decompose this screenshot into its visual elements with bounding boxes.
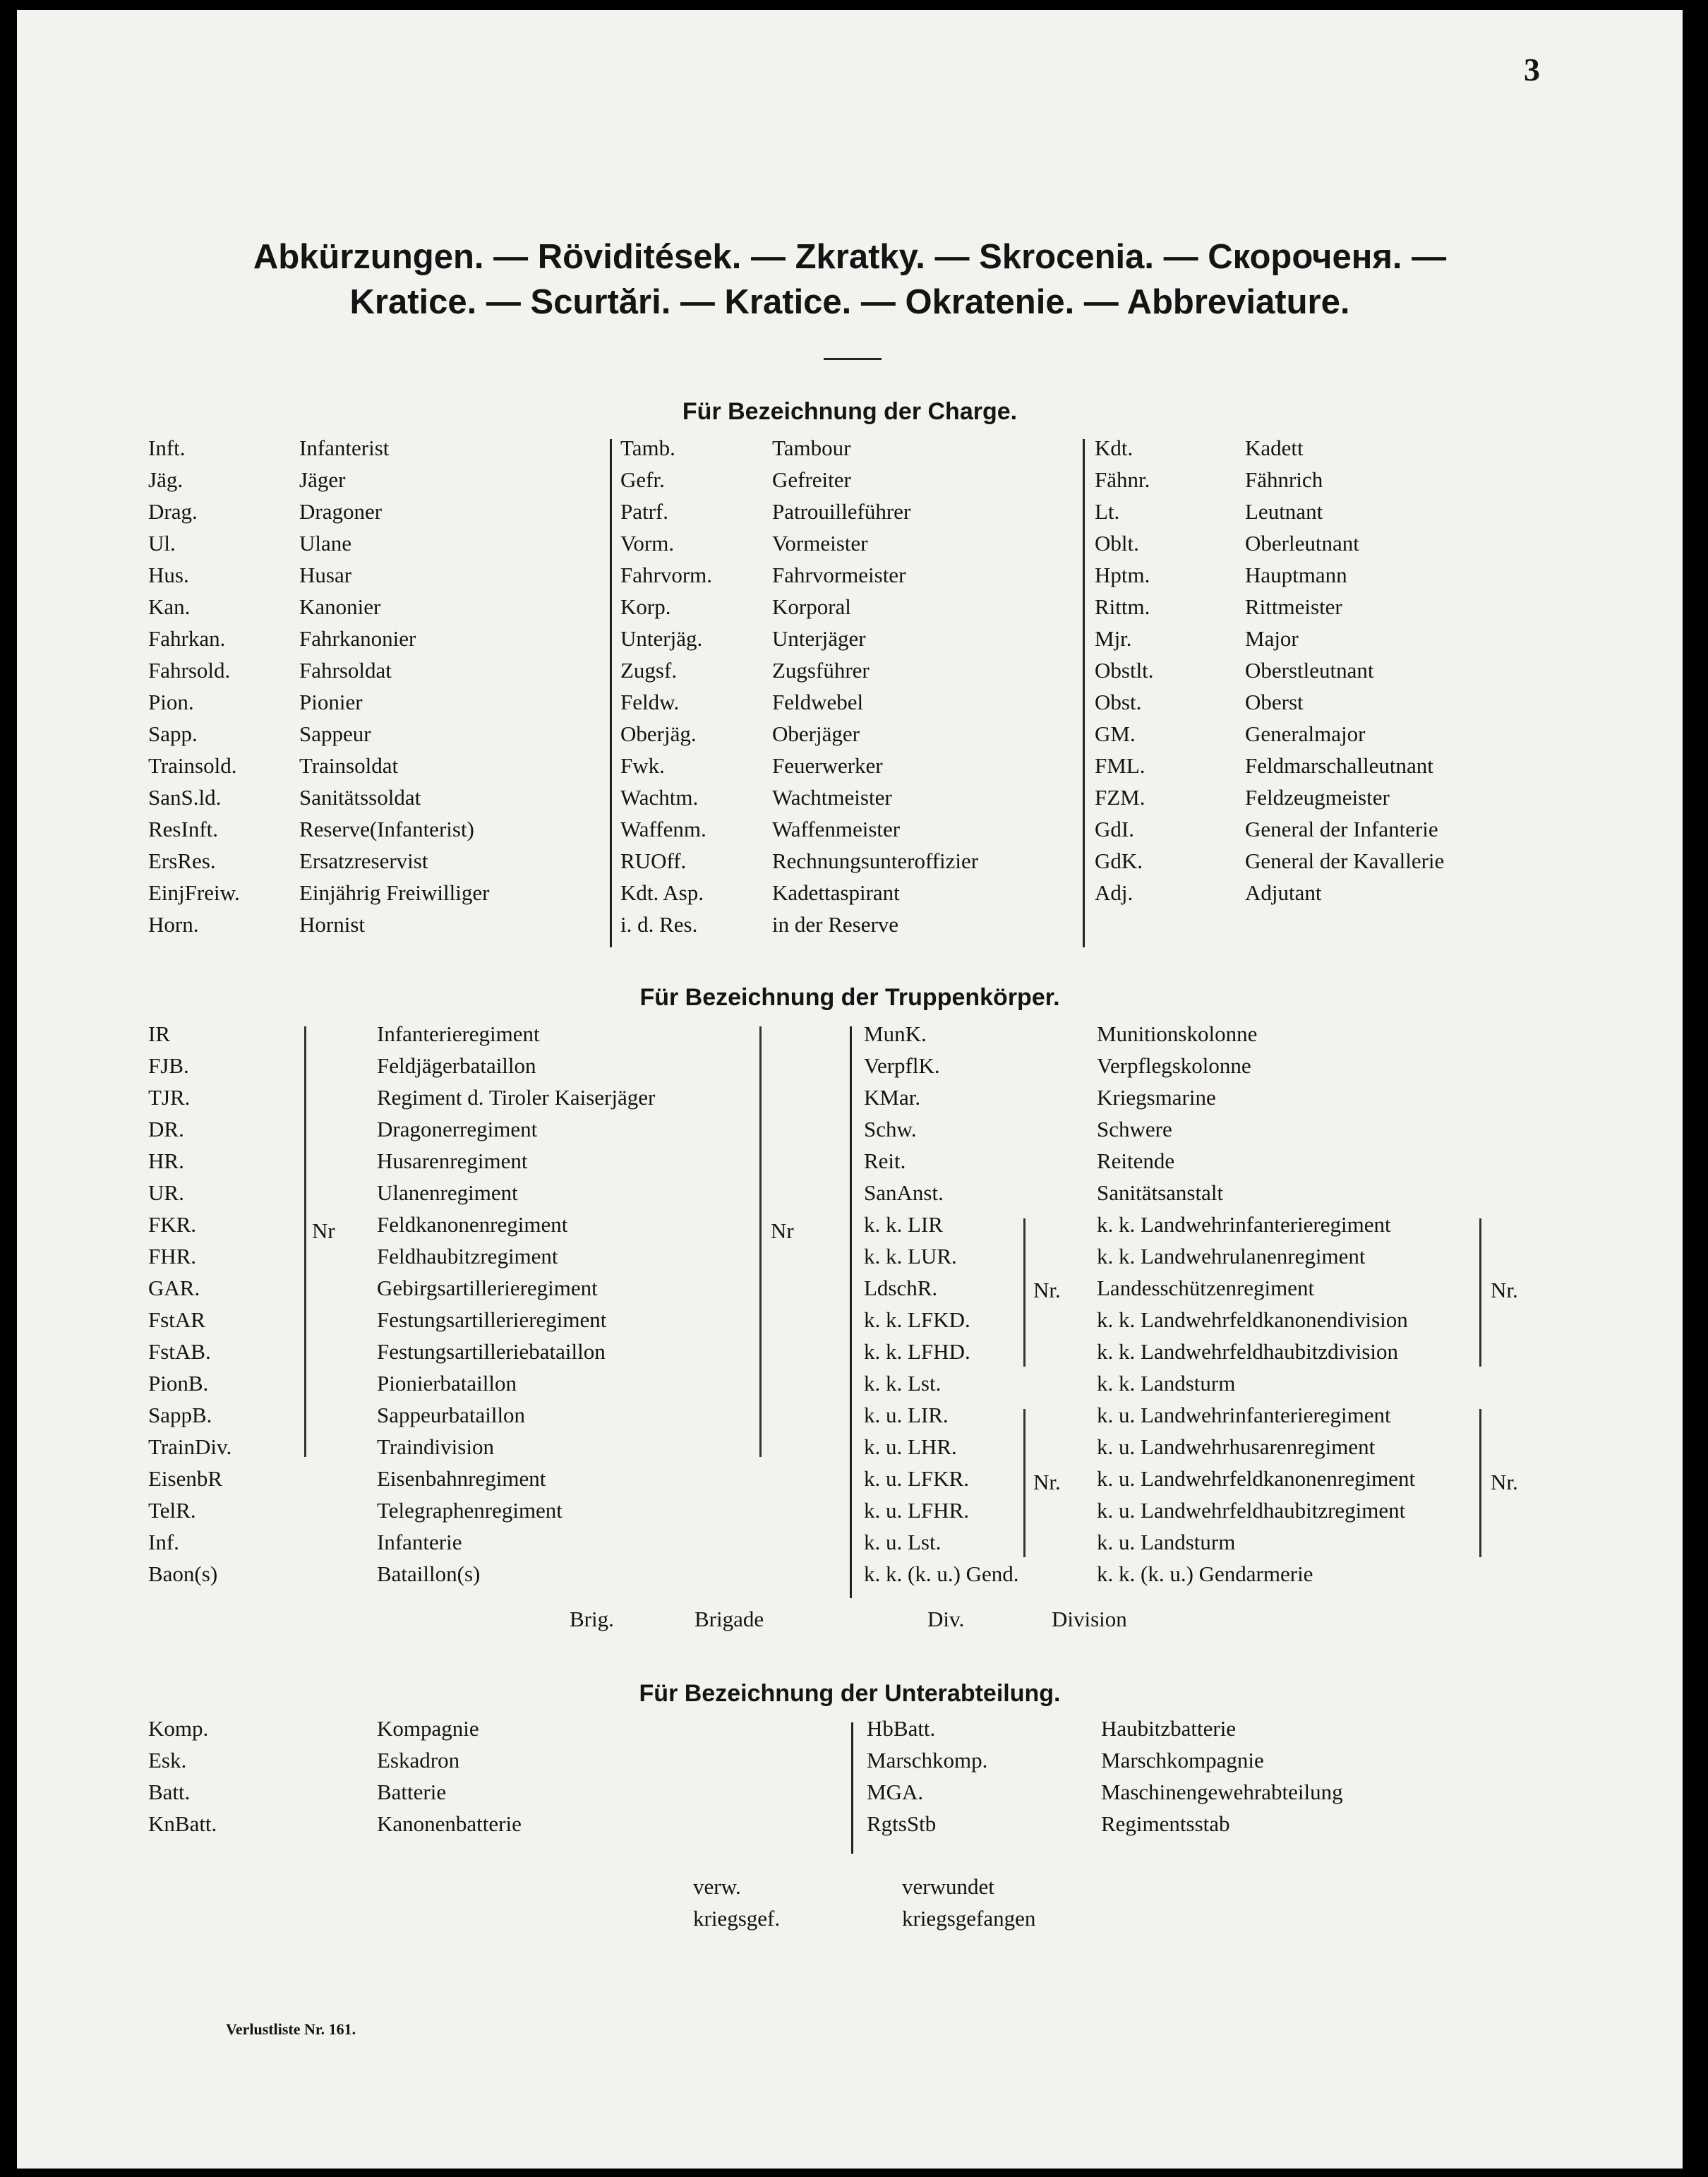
misc-term: verwundet [902, 1874, 994, 1899]
truppen-abbr: SanAnst. [864, 1180, 944, 1205]
footer-note: Verlustliste Nr. 161. [226, 2020, 356, 2038]
charge-abbr: Wachtm. [620, 785, 699, 810]
truppen-abbr: UR. [148, 1180, 184, 1205]
charge-term: Oberleutnant [1245, 531, 1359, 556]
charge-abbr: Lt. [1095, 499, 1120, 524]
unter-term: Batterie [377, 1780, 447, 1804]
charge-abbr: FML. [1095, 753, 1145, 778]
column-divider [610, 439, 612, 947]
truppen-abbr: k. k. LFKD. [864, 1307, 970, 1332]
truppen-left-full [377, 1018, 655, 1590]
truppen-abbr: IR [148, 1021, 170, 1046]
charge-term: Hauptmann [1245, 563, 1347, 587]
charge-abbr: Rittm. [1095, 594, 1150, 619]
truppen-term: Feldhaubitzregiment [377, 1244, 558, 1269]
misc-abbr-item: kriegsgef. [693, 1906, 781, 1931]
right-nr-label-a: Nr. [1033, 1278, 1061, 1302]
truppen-term: Eisenbahnregiment [377, 1466, 546, 1491]
charge-abbr: Mjr. [1095, 626, 1132, 651]
charge-term: Feldzeugmeister [1245, 785, 1390, 810]
truppen-abbr: GAR. [148, 1276, 200, 1300]
charge-term: General der Kavallerie [1245, 848, 1445, 873]
column-divider [851, 1722, 853, 1854]
charge-term: Unterjäger [772, 626, 866, 651]
charge-term: Fahrkanonier [299, 626, 416, 651]
charge-term: Reserve(Infanterist) [299, 817, 474, 841]
charge-abbr: i. d. Res. [620, 912, 698, 937]
truppen-abbr: FstAR [148, 1307, 205, 1332]
unter-abbr: Batt. [148, 1780, 191, 1804]
truppen-abbr: Baon(s) [148, 1561, 218, 1586]
charge-abbr: Kdt. Asp. [620, 880, 704, 905]
truppen-term: k. u. Landsturm [1097, 1530, 1236, 1554]
left-nr-label: Nr [312, 1218, 335, 1243]
column-divider [1083, 439, 1085, 947]
charge-heading: Für Bezeichnung der Charge. [682, 398, 1018, 425]
charge-abbr: Vorm. [620, 531, 675, 556]
charge-abbr: Tamb. [620, 436, 675, 460]
charge-term: Tambour [772, 436, 851, 460]
charge-abbr: GdK. [1095, 848, 1143, 873]
truppen-abbr: k. k. LIR [864, 1212, 943, 1237]
charge-abbr: Waffenm. [620, 817, 706, 841]
charge-term: Oberstleutnant [1245, 658, 1374, 683]
truppen-term: Telegraphenregiment [377, 1498, 563, 1523]
far-nr-label-a: Nr. [1491, 1278, 1518, 1302]
truppen-heading: Für Bezeichnung der Truppenkörper. [639, 984, 1060, 1011]
charge-term: Infanterist [299, 436, 390, 460]
charge-abbr: Sapp. [148, 721, 198, 746]
mid-nr-label: Nr [771, 1218, 794, 1243]
truppen-term: Feldjägerbataillon [377, 1053, 536, 1078]
truppen-term: Pionierbataillon [377, 1371, 517, 1396]
truppen-abbr: DR. [148, 1117, 184, 1141]
charge-term: Wachtmeister [772, 785, 892, 810]
charge-abbr: Drag. [148, 499, 198, 524]
page-number: 3 [1524, 52, 1540, 88]
charge-term: Kadettaspirant [772, 880, 900, 905]
truppen-term: Husarenregiment [377, 1149, 528, 1173]
unter-abbr: RgtsStb [867, 1811, 937, 1836]
truppen-term: Festungsartillerieregiment [377, 1307, 607, 1332]
charge-abbr: Patrf. [620, 499, 669, 524]
charge-term: Kanonier [299, 594, 381, 619]
truppen-term: Dragonerregiment [377, 1117, 538, 1141]
charge-term: Fahrvormeister [772, 563, 906, 587]
charge-abbr: Korp. [620, 594, 671, 619]
truppen-term: Munitionskolonne [1097, 1021, 1258, 1046]
charge-abbr: Trainsold. [148, 753, 237, 778]
truppen-abbr: TrainDiv. [148, 1434, 232, 1459]
charge-abbr: Hus. [148, 563, 189, 587]
div-abbr: Div. [927, 1607, 965, 1631]
truppen-abbr: EisenbR [148, 1466, 223, 1491]
misc-abbr [693, 1871, 780, 1934]
truppen-abbr: FstAB. [148, 1339, 211, 1364]
charge-term: Fahrsoldat [299, 658, 392, 683]
brig-term: Brigade [694, 1607, 764, 1631]
charge-term: Sappeur [299, 721, 371, 746]
truppen-term: Festungsartilleriebataillon [377, 1339, 606, 1364]
charge-abbr: Kdt. [1095, 436, 1133, 460]
charge-abbr: ErsRes. [148, 848, 216, 873]
charge-col3-abbr [1095, 432, 1154, 908]
charge-term: General der Infanterie [1245, 817, 1438, 841]
far-nr-label-b: Nr. [1491, 1470, 1518, 1494]
charge-abbr: Pion. [148, 690, 194, 714]
charge-abbr: RUOff. [620, 848, 687, 873]
right-nr-label-b: Nr. [1033, 1470, 1061, 1494]
charge-abbr: Fahrkan. [148, 626, 226, 651]
unter-right-full [1101, 1713, 1343, 1840]
charge-term: Jäger [299, 467, 346, 492]
charge-term: Vormeister [772, 531, 868, 556]
document-page [17, 10, 1683, 2169]
left-brace-line [304, 1026, 306, 1457]
truppen-abbr: VerpflK. [864, 1053, 940, 1078]
truppen-term: Ulanenregiment [377, 1180, 518, 1205]
truppen-term: k. u. Landwehrfeldkanonenregiment [1097, 1466, 1416, 1491]
truppen-term: Traindivision [377, 1434, 494, 1459]
charge-term: Pionier [299, 690, 363, 714]
misc-full [902, 1871, 1035, 1934]
div-term: Division [1052, 1607, 1127, 1631]
column-divider [850, 1026, 852, 1598]
truppen-term: k. k. Landwehrinfanterieregiment [1097, 1212, 1391, 1237]
truppen-abbr: MunK. [864, 1021, 927, 1046]
truppen-term: Bataillon(s) [377, 1561, 481, 1586]
truppen-abbr: Reit. [864, 1149, 906, 1173]
charge-term: Oberjäger [772, 721, 860, 746]
unter-term: Kanonenbatterie [377, 1811, 522, 1836]
unter-abbr: Esk. [148, 1748, 187, 1773]
charge-term: Rechnungsunteroffizier [772, 848, 979, 873]
unter-term: Marschkompagnie [1101, 1748, 1264, 1773]
charge-term: Gefreiter [772, 467, 851, 492]
charge-term: Waffenmeister [772, 817, 901, 841]
charge-term: Kadett [1245, 436, 1304, 460]
charge-term: Generalmajor [1245, 721, 1366, 746]
truppen-abbr: Schw. [864, 1117, 917, 1141]
charge-term: Einjährig Freiwilliger [299, 880, 490, 905]
charge-abbr: Fahrsold. [148, 658, 231, 683]
truppen-abbr: k. u. LHR. [864, 1434, 957, 1459]
charge-col3-full [1245, 432, 1444, 908]
truppen-abbr: SappB. [148, 1403, 212, 1427]
truppen-abbr: KMar. [864, 1085, 921, 1110]
charge-term: in der Reserve [772, 912, 899, 937]
truppen-abbr: FHR. [148, 1244, 197, 1269]
unter-abbr: HbBatt. [867, 1716, 936, 1741]
charge-abbr: GdI. [1095, 817, 1134, 841]
unter-term: Haubitzbatterie [1101, 1716, 1237, 1741]
truppen-term: Verpflegskolonne [1097, 1053, 1251, 1078]
truppen-term: Regiment d. Tiroler Kaiserjäger [377, 1085, 656, 1110]
unter-left-abbr [148, 1713, 217, 1840]
truppen-abbr: k. u. LIR. [864, 1403, 949, 1427]
charge-abbr: Kan. [148, 594, 191, 619]
truppen-term: Infanterie [377, 1530, 462, 1554]
unter-abbr: Komp. [148, 1716, 209, 1741]
mid-brace-line [759, 1026, 762, 1457]
truppen-term: Infanterieregiment [377, 1021, 540, 1046]
truppen-term: Sanitätsanstalt [1097, 1180, 1224, 1205]
charge-term: Oberst [1245, 690, 1304, 714]
charge-abbr: Oblt. [1095, 531, 1139, 556]
unter-term: Maschinengewehrabteilung [1101, 1780, 1343, 1804]
unter-right-abbr [867, 1713, 987, 1840]
unter-heading: Für Bezeichnung der Unterabteilung. [639, 1680, 1061, 1707]
charge-term: Dragoner [299, 499, 383, 524]
charge-abbr: ResInft. [148, 817, 219, 841]
unter-abbr: MGA. [867, 1780, 924, 1804]
truppen-term: Reitende [1097, 1149, 1175, 1173]
charge-term: Trainsoldat [299, 753, 399, 778]
charge-term: Ersatzreservist [299, 848, 428, 873]
truppen-term: k. u. Landwehrhusarenregiment [1097, 1434, 1376, 1459]
brig-abbr: Brig. [570, 1607, 614, 1631]
charge-abbr: Inft. [148, 436, 186, 460]
truppen-term: Landesschützenregiment [1097, 1276, 1315, 1300]
truppen-term: k. k. Landsturm [1097, 1371, 1236, 1396]
charge-abbr: Adj. [1095, 880, 1133, 905]
unter-abbr: Marschkomp. [867, 1748, 988, 1773]
right-brace-line-a [1023, 1218, 1026, 1367]
charge-term: Adjutant [1245, 880, 1322, 905]
truppen-abbr: k. u. Lst. [864, 1530, 942, 1554]
truppen-term: k. k. Landwehrfeldhaubitzdivision [1097, 1339, 1399, 1364]
misc-term: kriegsgefangen [902, 1906, 1036, 1931]
far-brace-line-b [1479, 1409, 1481, 1557]
truppen-abbr: k. k. LFHD. [864, 1339, 970, 1364]
charge-term: Feldwebel [772, 690, 864, 714]
charge-term: Rittmeister [1245, 594, 1342, 619]
charge-abbr: Feldw. [620, 690, 680, 714]
truppen-term: Sappeurbataillon [377, 1403, 526, 1427]
charge-col2-abbr [620, 432, 712, 940]
unter-term: Kompagnie [377, 1716, 479, 1741]
charge-term: Sanitätssoldat [299, 785, 421, 810]
charge-term: Husar [299, 563, 352, 587]
charge-term: Fähnrich [1245, 467, 1323, 492]
charge-col2-full [772, 432, 978, 940]
truppen-term: k. u. Landwehrinfanterieregiment [1097, 1403, 1391, 1427]
charge-abbr: Ul. [148, 531, 176, 556]
truppen-term: Gebirgsartillerieregiment [377, 1276, 598, 1300]
truppen-abbr: TJR. [148, 1085, 191, 1110]
title-rule [824, 358, 882, 360]
truppen-right-full [1097, 1018, 1415, 1590]
charge-abbr: Obstlt. [1095, 658, 1154, 683]
charge-abbr: Jäg. [148, 467, 184, 492]
charge-term: Feuerwerker [772, 753, 883, 778]
charge-abbr: Fähnr. [1095, 467, 1150, 492]
truppen-abbr: k. k. LUR. [864, 1244, 957, 1269]
charge-abbr: Unterjäg. [620, 626, 703, 651]
truppen-abbr: FKR. [148, 1212, 197, 1237]
charge-abbr: GM. [1095, 721, 1136, 746]
truppen-abbr: k. u. LFHR. [864, 1498, 969, 1523]
right-brace-line-b [1023, 1409, 1026, 1557]
charge-abbr: Gefr. [620, 467, 665, 492]
unter-left-full [377, 1713, 522, 1840]
charge-term: Leutnant [1245, 499, 1323, 524]
truppen-term: k. u. Landwehrfeldhaubitzregiment [1097, 1498, 1406, 1523]
truppen-abbr: Inf. [148, 1530, 179, 1554]
charge-term: Major [1245, 626, 1299, 651]
truppen-term: Kriegsmarine [1097, 1085, 1216, 1110]
truppen-term: k. k. Landwehrfeldkanonendivision [1097, 1307, 1408, 1332]
charge-abbr: Oberjäg. [620, 721, 697, 746]
truppen-abbr: k. u. LFKR. [864, 1466, 969, 1491]
charge-abbr: Zugsf. [620, 658, 678, 683]
charge-term: Feldmarschalleutnant [1245, 753, 1433, 778]
truppen-term: k. k. Landwehrulanenregiment [1097, 1244, 1366, 1269]
charge-term: Korporal [772, 594, 851, 619]
far-brace-line-a [1479, 1218, 1481, 1367]
truppen-abbr: k. k. (k. u.) Gend. [864, 1561, 1019, 1586]
charge-term: Ulane [299, 531, 352, 556]
charge-term: Hornist [299, 912, 365, 937]
charge-term: Zugsführer [772, 658, 870, 683]
truppen-left-abbr [148, 1018, 231, 1590]
truppen-abbr: k. k. Lst. [864, 1371, 942, 1396]
charge-abbr: FZM. [1095, 785, 1145, 810]
truppen-abbr: FJB. [148, 1053, 189, 1078]
charge-abbr: EinjFreiw. [148, 880, 240, 905]
charge-col1-abbr [148, 432, 240, 940]
unter-abbr: KnBatt. [148, 1811, 217, 1836]
truppen-abbr: PionB. [148, 1371, 209, 1396]
truppen-term: k. k. (k. u.) Gendarmerie [1097, 1561, 1313, 1586]
charge-col1-full [299, 432, 489, 940]
title-line-2: Kratice. — Scurtări. — Kratice. — Okratenie. — Abbreviature. [349, 283, 1350, 321]
charge-abbr: Hptm. [1095, 563, 1150, 587]
charge-abbr: SanS.ld. [148, 785, 222, 810]
title-line-1: Abkürzungen. — Röviditések. — Zkratky. — Skrocenia. — Скороченя. — [253, 238, 1447, 276]
unter-term: Regimentsstab [1101, 1811, 1230, 1836]
charge-abbr: Obst. [1095, 690, 1142, 714]
charge-abbr: Fahrvorm. [620, 563, 713, 587]
misc-abbr-item: verw. [693, 1874, 741, 1899]
truppen-right-abbr [864, 1018, 1019, 1590]
charge-abbr: Fwk. [620, 753, 665, 778]
truppen-abbr: HR. [148, 1149, 184, 1173]
truppen-abbr: LdschR. [864, 1276, 938, 1300]
truppen-term: Feldkanonenregiment [377, 1212, 568, 1237]
charge-abbr: Horn. [148, 912, 199, 937]
unter-term: Eskadron [377, 1748, 460, 1773]
charge-term: Patrouilleführer [772, 499, 911, 524]
truppen-abbr: TelR. [148, 1498, 196, 1523]
truppen-term: Schwere [1097, 1117, 1172, 1141]
